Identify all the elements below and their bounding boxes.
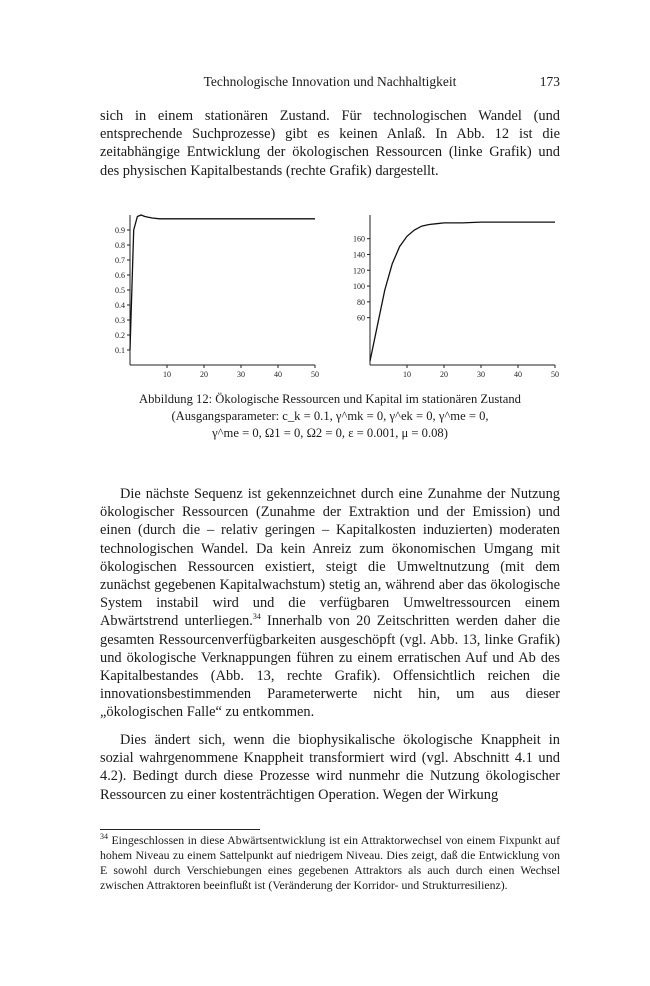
figure-12: [100, 205, 560, 380]
x-tick-label: 40: [274, 370, 282, 379]
paragraph-text: Innerhalb von 20 Zeitschritten werden daher die gesamten Ressourcenverfügbarkeiten ausgeschöpft (vgl. Abb. 13, linke Grafik) und ökologische Verknappungen führen zu einem erratischen Auf und Ab des Kapitalbestandes (Abb. 13, rechte Grafik). Offensichtlich reichen die innovationsbestimmenden Parameterwerte nicht hin, um aus dieser „ökologischen Falle“ zu entkommen.: [100, 613, 560, 721]
y-tick-label: 0.3: [115, 316, 125, 325]
y-tick-label: 0.9: [115, 226, 125, 235]
footnote: [100, 833, 560, 893]
y-tick-label: 60: [357, 313, 365, 323]
footnote-ref[interactable]: 34: [252, 612, 261, 622]
x-tick-label: 30: [477, 370, 485, 379]
series-line: [130, 215, 315, 350]
caption-label: Abbildung 12:: [139, 392, 213, 406]
footnote-text: Eingeschlossen in diese Abwärtsentwicklung ist ein Attraktorwechsel von einem Fixpunkt auf hohem Niveau zu einem Sattelpunkt auf niedrigem Niveau. Dies zeigt, daß die Entwicklung von E sowohl durch Verschiebungen eines gegebenen Attraktors als auch durch einen Wechsel zwischen Attraktoren beeinflußt ist (Veränderung der Korridor- und Strukturresilienz).: [100, 833, 560, 892]
y-tick-label: 140: [353, 250, 365, 260]
x-tick-label: 10: [403, 370, 411, 379]
x-tick-label: 50: [551, 370, 559, 379]
caption-params-line-2: γ^me = 0, Ω1 = 0, Ω2 = 0, ε = 0.001, μ = 0.08): [212, 426, 448, 440]
y-tick-label: 0.6: [115, 271, 125, 280]
y-tick-label: 0.8: [115, 241, 125, 250]
running-head: [100, 74, 560, 94]
y-tick-label: 80: [357, 297, 365, 307]
y-tick-label: 0.4: [115, 301, 125, 310]
x-tick-label: 20: [440, 370, 448, 379]
y-tick-label: 0.7: [115, 256, 125, 265]
chart-capital-stock: [353, 215, 559, 379]
page-number: 173: [539, 74, 560, 89]
paragraph-intro: sich in einem stationären Zustand. Für technologischen Wandel (und entsprechende Suchprozesse) gibt es keinen Anlaß. In Abb. 12 ist die zeitabhängige Entwicklung der ökologischen Ressourcen (linke Grafik) und des physischen Kapitalbestands (rechte Grafik) dargestellt.: [100, 108, 560, 179]
footnote-divider: [100, 829, 260, 830]
y-tick-label: 0.5: [115, 286, 125, 295]
chart-ecological-resources: [115, 215, 319, 379]
x-tick-label: 10: [163, 370, 171, 379]
y-tick-label: 120: [353, 266, 365, 276]
caption-params-line-1: (Ausgangsparameter: c_k = 0.1, γ^mk = 0, γ^ek = 0, γ^me = 0,: [171, 409, 489, 423]
x-tick-label: 40: [514, 370, 522, 379]
caption-title-line: [100, 391, 560, 408]
y-tick-label: 100: [353, 282, 365, 292]
figure-caption: [100, 391, 560, 442]
paragraph-text: Die nächste Sequenz ist gekennzeichnet durch eine Zunahme der Nutzung ökologischer Ressourcen (Zunahme der Extraktion und der Emission) und einen (durch die – relativ geringen – Kapitalkosten induzierten) moderaten technologischen Wandel. Da kein Anreiz zum ökonomischen Umgang mit ökologischen Ressourcen existiert, steigt die Umweltnutzung (mit dem zunächst gegebenen Kapitalwachstum) stetig an, während aber das ökologische System instabil wird und die verfügbaren Umweltressourcen einem Abwärtstrend unterliegen.: [100, 486, 560, 630]
paragraph-next-sequence: [100, 485, 560, 722]
x-tick-label: 30: [237, 370, 245, 379]
x-tick-label: 20: [200, 370, 208, 379]
figure-12-charts: [100, 205, 560, 380]
y-tick-label: 0.2: [115, 331, 125, 340]
running-title: Technologische Innovation und Nachhaltigkeit: [203, 74, 457, 89]
footnote-number: 34: [100, 832, 108, 842]
series-line: [370, 222, 555, 361]
y-tick-label: 0.1: [115, 346, 125, 355]
caption-title: Ökologische Ressourcen und Kapital im stationären Zustand: [215, 392, 521, 406]
y-tick-label: 160: [353, 234, 365, 244]
x-tick-label: 50: [311, 370, 319, 379]
paragraph-scarcity: Dies ändert sich, wenn die biophysikalische ökologische Knappheit in sozial wahrgenommene Knappheit transformiert wird (vgl. Abschnitt 4.1 und 4.2). Bedingt durch diese Prozesse wird nunmehr die Nutzung ökologischer Ressourcen zu einer kostenträchtigen Operation. Wegen der Wirkung: [100, 732, 560, 803]
